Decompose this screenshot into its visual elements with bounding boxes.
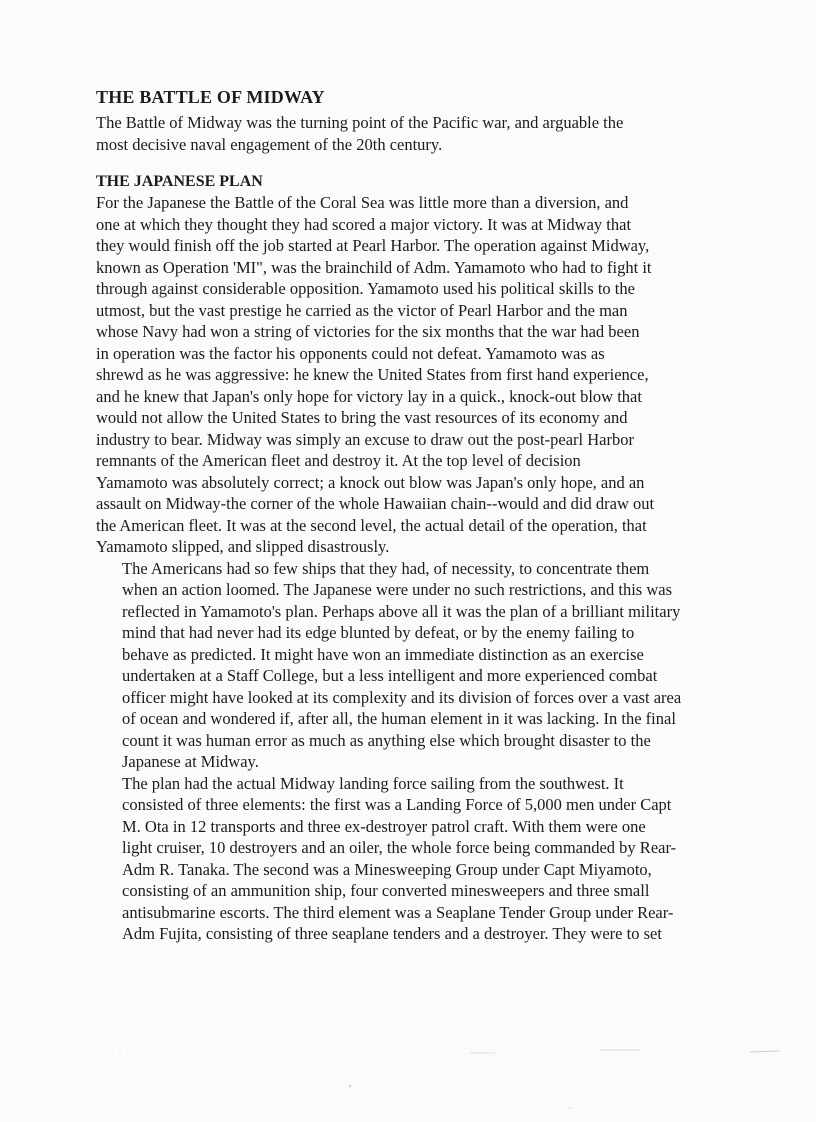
text-line: The Americans had so few ships that they had, of necessity, to concentrate them <box>122 558 650 578</box>
text-line: assault on Midway-the corner of the whole Hawaiian chain--would and did draw out <box>96 494 655 513</box>
text-line: industry to bear. Midway was simply an excuse to draw out the post-pearl Harbor <box>96 429 634 449</box>
text-line: Yamamoto slipped, and slipped disastrously. <box>96 537 390 556</box>
body-paragraph <box>96 192 728 558</box>
text-line: utmost, but the vast prestige he carried as the victor of Pearl Harbor and the man <box>96 300 628 320</box>
text-line: undertaken at a Staff College, but a less intelligent and more experienced combat <box>122 666 658 685</box>
text-line: mind that had never had its edge blunted by defeat, or by the enemy failing to <box>122 623 635 642</box>
body-text <box>96 192 728 945</box>
text-line: The plan had the actual Midway landing force sailing from the southwest. It <box>122 773 624 793</box>
text-line: and he knew that Japan's only hope for victory lay in a quick., knock-out blow that <box>96 386 642 406</box>
text-line: light cruiser, 10 destroyers and an oiler, the whole force being commanded by Rear- <box>122 838 677 857</box>
text-line: remnants of the American fleet and destroy it. At the top level of decision <box>96 451 581 470</box>
text-line: Yamamoto was absolutely correct; a knock out blow was Japan's only hope, and an <box>96 472 645 492</box>
text-line: of ocean and wondered if, after all, the human element in it was lacking. In the final <box>122 709 676 728</box>
text-line: through against considerable opposition. Yamamoto used his political skills to the <box>96 279 635 298</box>
document-page <box>96 86 728 945</box>
body-paragraph <box>96 773 728 945</box>
text-line: reflected in Yamamoto's plan. Perhaps above all it was the plan of a brilliant military <box>122 601 681 621</box>
text-line: consisted of three elements: the first was a Landing Force of 5,000 men under Capt <box>122 795 672 814</box>
text-line: count it was human error as much as anything else which brought disaster to the <box>122 730 651 750</box>
text-line: M. Ota in 12 transports and three ex-destroyer patrol craft. With them were one <box>122 816 646 836</box>
text-line: Adm Fujita, consisting of three seaplane tenders and a destroyer. They were to set <box>122 924 662 943</box>
text-line: officer might have looked at its complexity and its division of forces over a vast area <box>122 687 682 707</box>
text-line: would not allow the United States to bring the vast resources of its economy and <box>96 408 628 427</box>
text-line: whose Navy had won a string of victories for the six months that the war had been <box>96 322 640 341</box>
text-line: Adm R. Tanaka. The second was a Minesweeping Group under Capt Miyamoto, <box>122 859 652 879</box>
text-line: when an action loomed. The Japanese were under no such restrictions, and this was <box>122 580 672 599</box>
intro-line: most decisive naval engagement of the 20th century. <box>96 134 443 154</box>
intro-paragraph <box>96 112 728 155</box>
text-line: one at which they thought they had scored a major victory. It was at Midway that <box>96 214 632 234</box>
section-title: THE JAPANESE PLAN <box>96 173 263 190</box>
text-line: known as Operation 'MI", was the brainchild of Adm. Yamamoto who had to fight it <box>96 257 652 277</box>
text-line: shrewd as he was aggressive: he knew the United States from first hand experience, <box>96 365 649 384</box>
text-line: antisubmarine escorts. The third element was a Seaplane Tender Group under Rear- <box>122 902 674 922</box>
text-line: Japanese at Midway. <box>122 752 259 771</box>
intro-line: The Battle of Midway was the turning point of the Pacific war, and arguable the <box>96 113 624 132</box>
body-paragraph <box>96 558 728 773</box>
text-line: the American fleet. It was at the second level, the actual detail of the operation, that <box>96 515 647 535</box>
text-line: behave as predicted. It might have won an immediate distinction as an exercise <box>122 644 644 664</box>
document-title: THE BATTLE OF MIDWAY <box>96 87 325 107</box>
text-line: consisting of an ammunition ship, four converted minesweepers and three small <box>122 881 650 900</box>
text-line: they would finish off the job started at Pearl Harbor. The operation against Midway, <box>96 236 650 255</box>
text-line: For the Japanese the Battle of the Coral Sea was little more than a diversion, and <box>96 193 629 212</box>
text-line: in operation was the factor his opponents could not defeat. Yamamoto was as <box>96 343 605 363</box>
